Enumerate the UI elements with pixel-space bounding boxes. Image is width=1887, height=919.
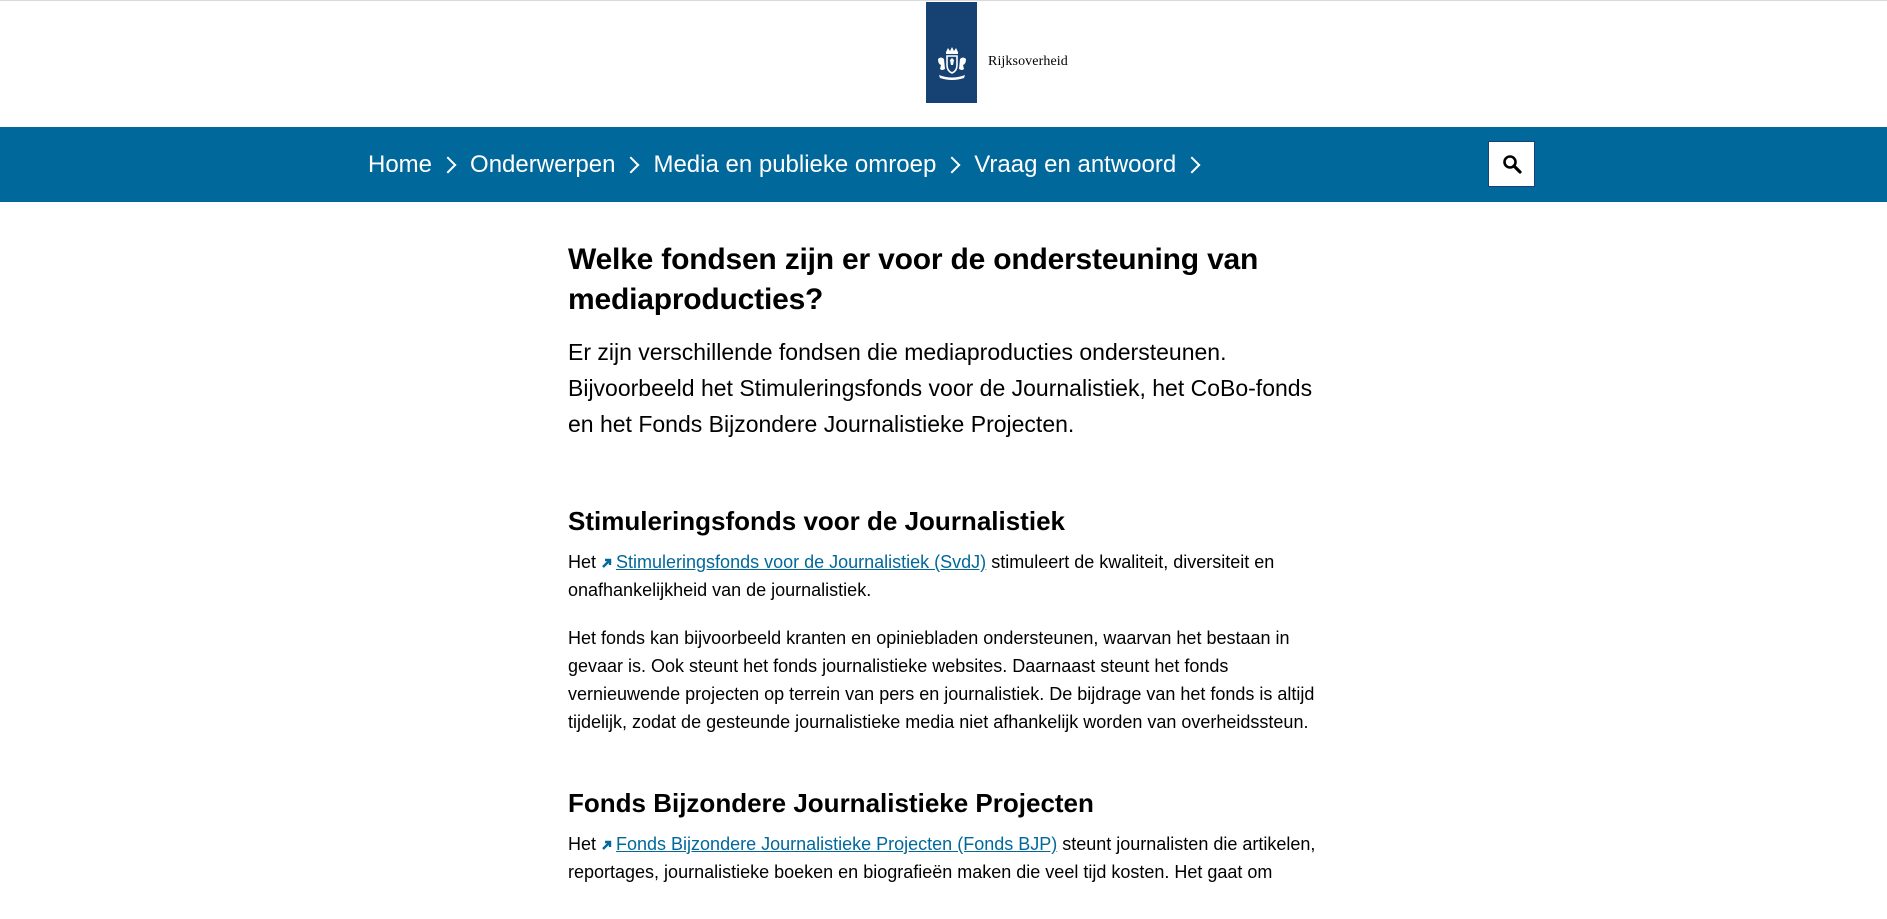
section-heading: Fonds Bijzondere Journalistieke Projecten xyxy=(568,788,1094,818)
logo-text[interactable]: Rijksoverheid xyxy=(988,54,1068,69)
bjp-link[interactable]: Fonds Bijzondere Journalistieke Projecten (Fonds BJP) xyxy=(616,834,1058,854)
paragraph-text: Het xyxy=(568,552,602,572)
external-link-icon xyxy=(601,557,613,569)
paragraph-text: Het xyxy=(568,834,602,854)
chevron-right-icon xyxy=(440,156,457,173)
section-heading: Stimuleringsfonds voor de Journalistiek xyxy=(568,506,1065,536)
section-paragraph: Het fonds kan bijvoorbeeld kranten en opiniebladen ondersteunen, waarvan het bestaan in gevaar is. Ook steunt het fonds journalistieke websites. Daarnaast steunt het fonds vernieuwende projecten op terrein van pers en journalistiek. De bijdrage van het fonds is altijd tijdelijk, zodat de gesteunde journalistieke media niet afhankelijk worden van overheidssteun. xyxy=(568,628,1315,732)
paragraph-text: steunt journalisten die artikelen, reportages, journalistieke boeken en biografieën maken die veel tijd kosten. Het gaat om xyxy=(568,834,1316,882)
main-content xyxy=(568,240,1338,906)
nav-bar xyxy=(0,127,1887,202)
page-title: Welke fondsen zijn er voor de ondersteuning van mediaproducties? xyxy=(568,243,1259,316)
section-paragraph xyxy=(568,830,1338,886)
breadcrumb-link-vraag[interactable]: Vraag en antwoord xyxy=(974,150,1177,178)
section-paragraph xyxy=(568,548,1338,604)
breadcrumb-item-home xyxy=(368,151,470,179)
chevron-right-icon xyxy=(944,156,961,173)
rijksoverheid-logo[interactable] xyxy=(926,2,977,103)
coat-of-arms-icon xyxy=(933,45,971,83)
breadcrumb-item-media xyxy=(653,151,974,179)
header xyxy=(0,1,1887,127)
chevron-right-icon xyxy=(623,156,640,173)
breadcrumb xyxy=(368,127,1214,202)
breadcrumb-link-media[interactable]: Media en publieke omroep xyxy=(653,150,937,178)
section-bjp xyxy=(568,786,1338,886)
paragraph-text: stimuleert de kwaliteit, diversiteit en onafhankelijkheid van de journalistiek. xyxy=(568,552,1275,600)
chevron-right-icon xyxy=(1184,156,1201,173)
section-svdj xyxy=(568,504,1338,736)
breadcrumb-link-onderwerpen[interactable]: Onderwerpen xyxy=(470,150,616,178)
intro-text: Er zijn verschillende fondsen die mediaproducties ondersteunen. Bijvoorbeeld het Stimuleringsfonds voor de Journalistiek, het CoBo-fonds en het Fonds Bijzondere Journalistieke Projecten. xyxy=(568,339,1313,437)
svdj-link[interactable]: Stimuleringsfonds voor de Journalistiek (SvdJ) xyxy=(616,552,987,572)
search-icon xyxy=(1502,154,1522,174)
external-link-icon xyxy=(601,839,613,851)
breadcrumb-item-vraag xyxy=(974,151,1214,179)
breadcrumb-link-home[interactable]: Home xyxy=(368,150,433,178)
breadcrumb-item-onderwerpen xyxy=(470,151,653,179)
search-button[interactable] xyxy=(1488,141,1535,187)
